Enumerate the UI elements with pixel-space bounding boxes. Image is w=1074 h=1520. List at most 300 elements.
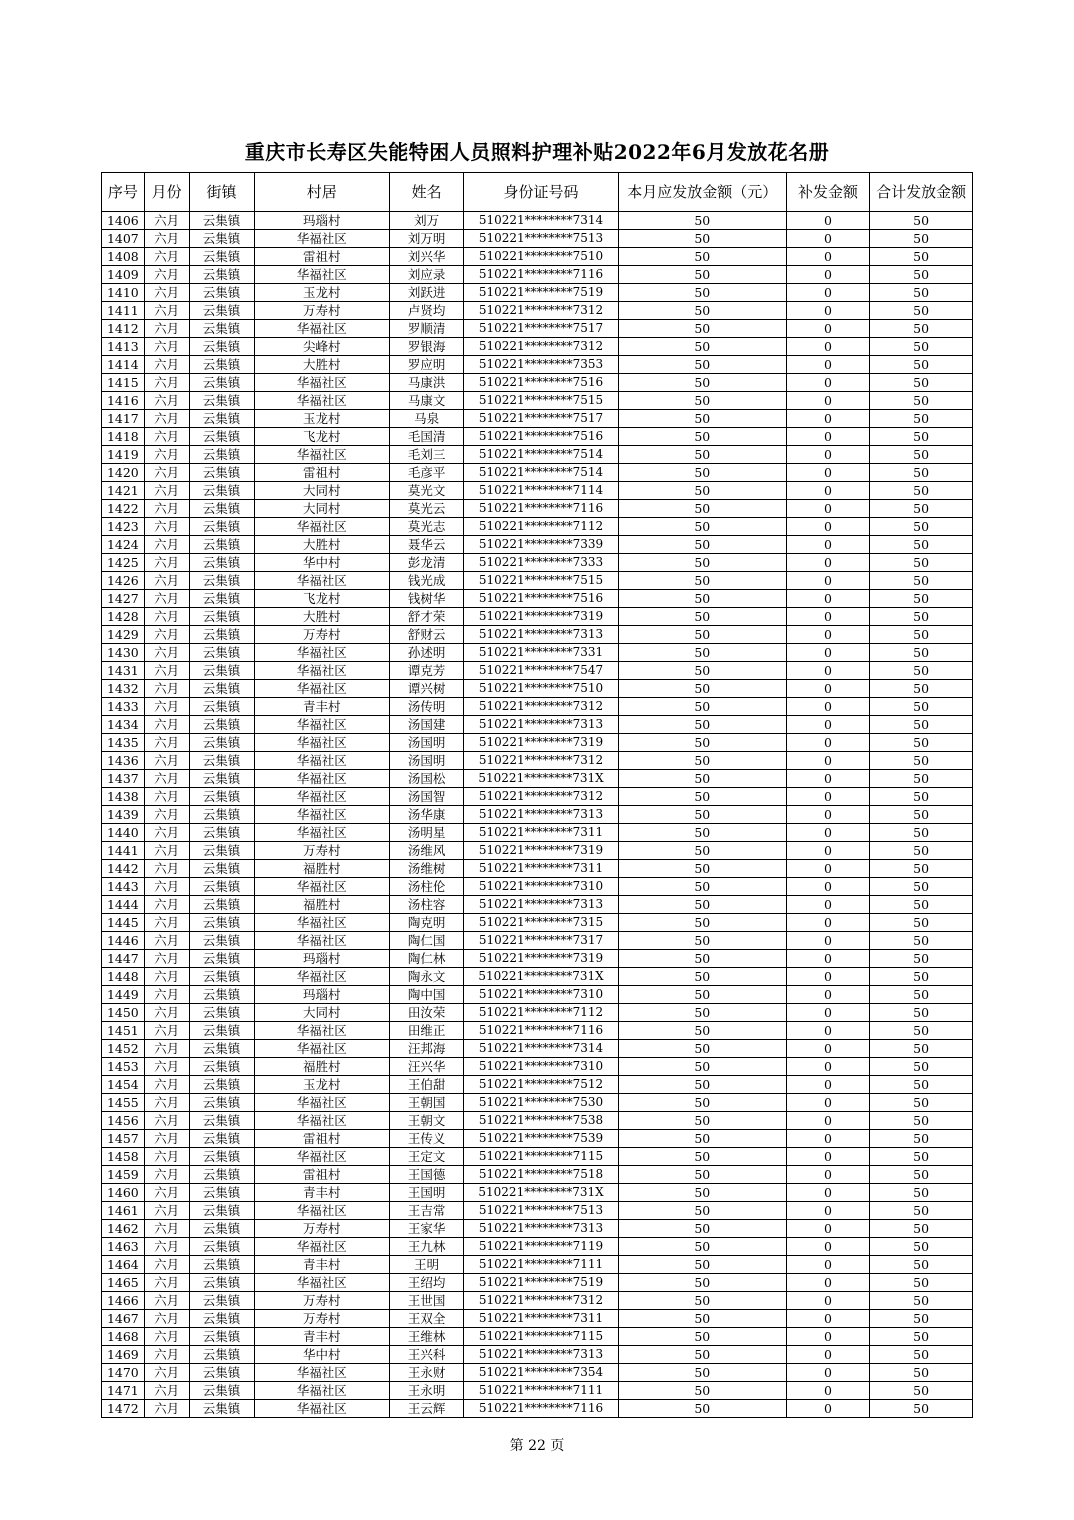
table-row <box>102 608 973 626</box>
table-cell: 玉龙村 <box>254 284 389 302</box>
table-cell: 50 <box>870 1256 973 1274</box>
table-cell: 1432 <box>102 680 145 698</box>
table-cell: 50 <box>870 356 973 374</box>
table-cell: 50 <box>870 914 973 932</box>
table-cell: 华福社区 <box>254 770 389 788</box>
table-cell: 舒财云 <box>389 626 463 644</box>
table-cell: 陶中国 <box>389 986 463 1004</box>
table-cell: 0 <box>786 932 869 950</box>
table-row <box>102 1202 973 1220</box>
table-cell: 0 <box>786 1364 869 1382</box>
table-cell: 50 <box>618 680 786 698</box>
table-cell: 1443 <box>102 878 145 896</box>
table-row <box>102 644 973 662</box>
table-cell: 汤国松 <box>389 770 463 788</box>
table-cell: 50 <box>870 1274 973 1292</box>
table-cell: 云集镇 <box>189 680 254 698</box>
table-cell: 510221********7539 <box>464 1130 619 1148</box>
table-cell: 六月 <box>144 1148 189 1166</box>
table-cell: 0 <box>786 1022 869 1040</box>
table-cell: 云集镇 <box>189 1166 254 1184</box>
table-cell: 六月 <box>144 410 189 428</box>
table-cell: 0 <box>786 1292 869 1310</box>
table-cell: 王定文 <box>389 1148 463 1166</box>
table-cell: 马泉 <box>389 410 463 428</box>
table-cell: 0 <box>786 590 869 608</box>
table-cell: 50 <box>618 230 786 248</box>
table-cell: 0 <box>786 356 869 374</box>
table-cell: 0 <box>786 770 869 788</box>
table-cell: 0 <box>786 1346 869 1364</box>
table-cell: 1416 <box>102 392 145 410</box>
table-cell: 王国明 <box>389 1184 463 1202</box>
table-row <box>102 518 973 536</box>
table-cell: 六月 <box>144 1184 189 1202</box>
table-cell: 0 <box>786 338 869 356</box>
table-cell: 50 <box>618 338 786 356</box>
table-cell: 0 <box>786 1274 869 1292</box>
table-row <box>102 482 973 500</box>
table-cell: 50 <box>870 230 973 248</box>
table-cell: 50 <box>870 446 973 464</box>
table-cell: 云集镇 <box>189 896 254 914</box>
table-cell: 0 <box>786 1202 869 1220</box>
table-cell: 0 <box>786 716 869 734</box>
table-cell: 云集镇 <box>189 1112 254 1130</box>
table-cell: 50 <box>618 986 786 1004</box>
table-cell: 50 <box>870 338 973 356</box>
table-cell: 510221********7112 <box>464 518 619 536</box>
table-cell: 1456 <box>102 1112 145 1130</box>
table-cell: 云集镇 <box>189 626 254 644</box>
table-cell: 510221********7510 <box>464 248 619 266</box>
table-cell: 毛刘三 <box>389 446 463 464</box>
table-cell: 1461 <box>102 1202 145 1220</box>
table-cell: 50 <box>870 374 973 392</box>
table-cell: 510221********7312 <box>464 788 619 806</box>
table-cell: 云集镇 <box>189 1382 254 1400</box>
table-cell: 50 <box>618 734 786 752</box>
table-cell: 六月 <box>144 860 189 878</box>
table-cell: 华福社区 <box>254 1094 389 1112</box>
table-cell: 云集镇 <box>189 968 254 986</box>
table-cell: 50 <box>618 1058 786 1076</box>
table-cell: 1420 <box>102 464 145 482</box>
table-cell: 0 <box>786 284 869 302</box>
table-cell: 50 <box>870 392 973 410</box>
table-cell: 云集镇 <box>189 500 254 518</box>
table-cell: 云集镇 <box>189 608 254 626</box>
table-cell: 510221********7319 <box>464 950 619 968</box>
table-cell: 华福社区 <box>254 1022 389 1040</box>
table-cell: 0 <box>786 806 869 824</box>
table-cell: 1467 <box>102 1310 145 1328</box>
table-cell: 万寿村 <box>254 842 389 860</box>
table-cell: 510221********7516 <box>464 428 619 446</box>
table-cell: 50 <box>870 680 973 698</box>
table-cell: 50 <box>618 788 786 806</box>
table-cell: 马康洪 <box>389 374 463 392</box>
table-cell: 0 <box>786 752 869 770</box>
table-cell: 510221********7310 <box>464 1058 619 1076</box>
table-cell: 0 <box>786 1382 869 1400</box>
table-cell: 六月 <box>144 536 189 554</box>
table-cell: 莫光志 <box>389 518 463 536</box>
table-cell: 1466 <box>102 1292 145 1310</box>
table-cell: 1469 <box>102 1346 145 1364</box>
table-cell: 王明 <box>389 1256 463 1274</box>
table-cell: 50 <box>618 1130 786 1148</box>
table-cell: 50 <box>870 860 973 878</box>
table-cell: 50 <box>870 842 973 860</box>
table-cell: 50 <box>618 608 786 626</box>
table-cell: 六月 <box>144 302 189 320</box>
table-cell: 汤传明 <box>389 698 463 716</box>
table-cell: 0 <box>786 1328 869 1346</box>
table-cell: 50 <box>870 1382 973 1400</box>
table-cell: 六月 <box>144 878 189 896</box>
table-cell: 50 <box>618 806 786 824</box>
table-cell: 罗应明 <box>389 356 463 374</box>
table-cell: 1455 <box>102 1094 145 1112</box>
table-cell: 1445 <box>102 914 145 932</box>
table-cell: 六月 <box>144 482 189 500</box>
table-cell: 0 <box>786 608 869 626</box>
table-cell: 云集镇 <box>189 212 254 230</box>
table-row <box>102 428 973 446</box>
table-cell: 1438 <box>102 788 145 806</box>
table-cell: 50 <box>870 536 973 554</box>
table-cell: 陶永文 <box>389 968 463 986</box>
table-cell: 汪邦海 <box>389 1040 463 1058</box>
table-cell: 华福社区 <box>254 1040 389 1058</box>
table-row <box>102 1130 973 1148</box>
table-cell: 1444 <box>102 896 145 914</box>
table-cell: 六月 <box>144 968 189 986</box>
table-cell: 50 <box>870 932 973 950</box>
table-row <box>102 230 973 248</box>
table-cell: 1408 <box>102 248 145 266</box>
table-cell: 聂华云 <box>389 536 463 554</box>
table-cell: 510221********7313 <box>464 1220 619 1238</box>
table-cell: 50 <box>870 608 973 626</box>
table-cell: 50 <box>618 500 786 518</box>
table-cell: 1414 <box>102 356 145 374</box>
table-cell: 0 <box>786 842 869 860</box>
table-cell: 六月 <box>144 1094 189 1112</box>
table-cell: 华福社区 <box>254 680 389 698</box>
table-cell: 1436 <box>102 752 145 770</box>
table-cell: 1419 <box>102 446 145 464</box>
table-row <box>102 1400 973 1418</box>
header-cell: 街镇 <box>189 173 254 212</box>
header-cell: 补发金额 <box>786 173 869 212</box>
table-cell: 华中村 <box>254 1346 389 1364</box>
table-row <box>102 1058 973 1076</box>
table-cell: 0 <box>786 1058 869 1076</box>
table-cell: 50 <box>618 950 786 968</box>
table-cell: 1449 <box>102 986 145 1004</box>
table-cell: 六月 <box>144 1364 189 1382</box>
table-cell: 玛瑙村 <box>254 986 389 1004</box>
table-row <box>102 536 973 554</box>
table-cell: 毛国清 <box>389 428 463 446</box>
table-cell: 雷祖村 <box>254 1130 389 1148</box>
table-cell: 六月 <box>144 392 189 410</box>
table-cell: 50 <box>618 644 786 662</box>
table-cell: 青丰村 <box>254 698 389 716</box>
table-cell: 1471 <box>102 1382 145 1400</box>
table-cell: 大同村 <box>254 1004 389 1022</box>
table-cell: 1433 <box>102 698 145 716</box>
table-cell: 六月 <box>144 320 189 338</box>
table-cell: 0 <box>786 446 869 464</box>
table-cell: 510221********7515 <box>464 572 619 590</box>
table-cell: 汤国建 <box>389 716 463 734</box>
table-cell: 50 <box>618 1202 786 1220</box>
page-title: 重庆市长寿区失能特困人员照料护理补贴2022年6月发放花名册 <box>244 140 830 164</box>
table-cell: 六月 <box>144 806 189 824</box>
table-cell: 510221********7513 <box>464 1202 619 1220</box>
table-cell: 云集镇 <box>189 914 254 932</box>
table-cell: 华福社区 <box>254 1238 389 1256</box>
table-cell: 云集镇 <box>189 1058 254 1076</box>
table-cell: 六月 <box>144 1202 189 1220</box>
table-cell: 云集镇 <box>189 338 254 356</box>
table-cell: 云集镇 <box>189 734 254 752</box>
table-row <box>102 212 973 230</box>
table-cell: 50 <box>618 374 786 392</box>
table-cell: 六月 <box>144 788 189 806</box>
table-cell: 1413 <box>102 338 145 356</box>
table-cell: 1452 <box>102 1040 145 1058</box>
table-cell: 510221********7312 <box>464 1292 619 1310</box>
table-cell: 50 <box>870 1148 973 1166</box>
table-cell: 50 <box>870 500 973 518</box>
table-cell: 云集镇 <box>189 572 254 590</box>
table-cell: 马康文 <box>389 392 463 410</box>
table-cell: 六月 <box>144 248 189 266</box>
table-cell: 六月 <box>144 626 189 644</box>
table-cell: 六月 <box>144 608 189 626</box>
table-cell: 1415 <box>102 374 145 392</box>
table-cell: 510221********7512 <box>464 1076 619 1094</box>
table-cell: 1429 <box>102 626 145 644</box>
table-cell: 0 <box>786 1400 869 1418</box>
table-cell: 云集镇 <box>189 284 254 302</box>
table-cell: 云集镇 <box>189 1310 254 1328</box>
table-cell: 尖峰村 <box>254 338 389 356</box>
table-cell: 50 <box>870 1220 973 1238</box>
table-row <box>102 698 973 716</box>
table-row <box>102 1112 973 1130</box>
table-cell: 云集镇 <box>189 1274 254 1292</box>
table-cell: 王吉常 <box>389 1202 463 1220</box>
table-cell: 云集镇 <box>189 1364 254 1382</box>
table-cell: 六月 <box>144 698 189 716</box>
table-cell: 大同村 <box>254 500 389 518</box>
table-cell: 1460 <box>102 1184 145 1202</box>
table-cell: 50 <box>870 896 973 914</box>
table-cell: 0 <box>786 824 869 842</box>
table-cell: 1463 <box>102 1238 145 1256</box>
table-cell: 云集镇 <box>189 1094 254 1112</box>
table-cell: 50 <box>618 770 786 788</box>
table-cell: 50 <box>870 518 973 536</box>
header-cell: 序号 <box>102 173 145 212</box>
table-cell: 0 <box>786 1076 869 1094</box>
table-cell: 1421 <box>102 482 145 500</box>
table-row <box>102 1166 973 1184</box>
table-row <box>102 446 973 464</box>
table-row <box>102 1184 973 1202</box>
table-cell: 510221********731X <box>464 968 619 986</box>
table-cell: 云集镇 <box>189 410 254 428</box>
table-cell: 510221********7116 <box>464 1400 619 1418</box>
table-cell: 510221********7313 <box>464 626 619 644</box>
table-cell: 510221********7312 <box>464 698 619 716</box>
table-cell: 50 <box>870 1184 973 1202</box>
header-cell: 姓名 <box>389 173 463 212</box>
table-cell: 50 <box>870 1004 973 1022</box>
table-cell: 0 <box>786 392 869 410</box>
table-cell: 50 <box>870 698 973 716</box>
table-cell: 万寿村 <box>254 1292 389 1310</box>
table-cell: 50 <box>870 320 973 338</box>
table-cell: 0 <box>786 1130 869 1148</box>
table-cell: 510221********7333 <box>464 554 619 572</box>
table-cell: 王双全 <box>389 1310 463 1328</box>
table-cell: 刘应录 <box>389 266 463 284</box>
table-cell: 0 <box>786 1148 869 1166</box>
table-cell: 汤国明 <box>389 734 463 752</box>
table-row <box>102 1148 973 1166</box>
table-cell: 50 <box>870 482 973 500</box>
table-cell: 华福社区 <box>254 734 389 752</box>
table-cell: 50 <box>618 1400 786 1418</box>
table-cell: 50 <box>870 464 973 482</box>
table-cell: 福胜村 <box>254 1058 389 1076</box>
table-cell: 王云辉 <box>389 1400 463 1418</box>
table-cell: 510221********7510 <box>464 680 619 698</box>
table-row <box>102 680 973 698</box>
table-cell: 云集镇 <box>189 878 254 896</box>
table-cell: 刘兴华 <box>389 248 463 266</box>
table-cell: 田汝荣 <box>389 1004 463 1022</box>
table-cell: 510221********7114 <box>464 482 619 500</box>
table-cell: 50 <box>870 1292 973 1310</box>
table-cell: 王世国 <box>389 1292 463 1310</box>
table-cell: 王兴科 <box>389 1346 463 1364</box>
table-cell: 0 <box>786 860 869 878</box>
table-cell: 50 <box>618 1112 786 1130</box>
table-cell: 0 <box>786 518 869 536</box>
table-cell: 510221********7313 <box>464 1346 619 1364</box>
table-cell: 510221********7517 <box>464 410 619 428</box>
table-cell: 510221********7516 <box>464 590 619 608</box>
table-cell: 六月 <box>144 374 189 392</box>
table-row <box>102 392 973 410</box>
table-cell: 510221********7313 <box>464 896 619 914</box>
table-cell: 1411 <box>102 302 145 320</box>
table-cell: 50 <box>618 842 786 860</box>
table-cell: 六月 <box>144 842 189 860</box>
table-cell: 六月 <box>144 770 189 788</box>
table-row <box>102 266 973 284</box>
table-cell: 六月 <box>144 1346 189 1364</box>
table-cell: 0 <box>786 482 869 500</box>
table-cell: 0 <box>786 968 869 986</box>
table-cell: 六月 <box>144 1058 189 1076</box>
table-cell: 50 <box>870 554 973 572</box>
table-cell: 50 <box>618 1382 786 1400</box>
table-row <box>102 338 973 356</box>
table-cell: 六月 <box>144 1112 189 1130</box>
table-cell: 0 <box>786 1238 869 1256</box>
table-cell: 云集镇 <box>189 230 254 248</box>
table-cell: 50 <box>870 1094 973 1112</box>
table-cell: 50 <box>618 914 786 932</box>
table-cell: 0 <box>786 302 869 320</box>
table-cell: 六月 <box>144 950 189 968</box>
table-cell: 50 <box>870 1346 973 1364</box>
table-cell: 六月 <box>144 1292 189 1310</box>
table-cell: 510221********7112 <box>464 1004 619 1022</box>
table-cell: 0 <box>786 1094 869 1112</box>
table-cell: 50 <box>618 752 786 770</box>
table-row <box>102 284 973 302</box>
table-cell: 云集镇 <box>189 1130 254 1148</box>
table-cell: 510221********7116 <box>464 266 619 284</box>
table-cell: 云集镇 <box>189 590 254 608</box>
table-row <box>102 320 973 338</box>
table-cell: 510221********7119 <box>464 1238 619 1256</box>
table-cell: 六月 <box>144 1328 189 1346</box>
table-cell: 50 <box>618 410 786 428</box>
table-cell: 0 <box>786 554 869 572</box>
header-cell: 合计发放金额 <box>870 173 973 212</box>
table-cell: 王国德 <box>389 1166 463 1184</box>
table-cell: 50 <box>618 824 786 842</box>
table-cell: 1442 <box>102 860 145 878</box>
table-cell: 云集镇 <box>189 716 254 734</box>
table-cell: 华福社区 <box>254 662 389 680</box>
table-cell: 云集镇 <box>189 1022 254 1040</box>
table-cell: 华福社区 <box>254 446 389 464</box>
table-cell: 1470 <box>102 1364 145 1382</box>
table-cell: 0 <box>786 896 869 914</box>
table-cell: 1422 <box>102 500 145 518</box>
table-cell: 大同村 <box>254 482 389 500</box>
table-cell: 飞龙村 <box>254 590 389 608</box>
table-cell: 50 <box>870 770 973 788</box>
table-cell: 王绍均 <box>389 1274 463 1292</box>
table-cell: 云集镇 <box>189 536 254 554</box>
table-cell: 50 <box>870 1202 973 1220</box>
table-cell: 510221********7313 <box>464 806 619 824</box>
table-row <box>102 806 973 824</box>
table-cell: 华中村 <box>254 554 389 572</box>
table-cell: 刘万 <box>389 212 463 230</box>
table-cell: 510221********7310 <box>464 878 619 896</box>
table-cell: 50 <box>618 1094 786 1112</box>
table-cell: 华福社区 <box>254 878 389 896</box>
table-cell: 云集镇 <box>189 374 254 392</box>
table-cell: 彭龙清 <box>389 554 463 572</box>
table-cell: 云集镇 <box>189 644 254 662</box>
table-cell: 0 <box>786 698 869 716</box>
table-cell: 50 <box>870 950 973 968</box>
